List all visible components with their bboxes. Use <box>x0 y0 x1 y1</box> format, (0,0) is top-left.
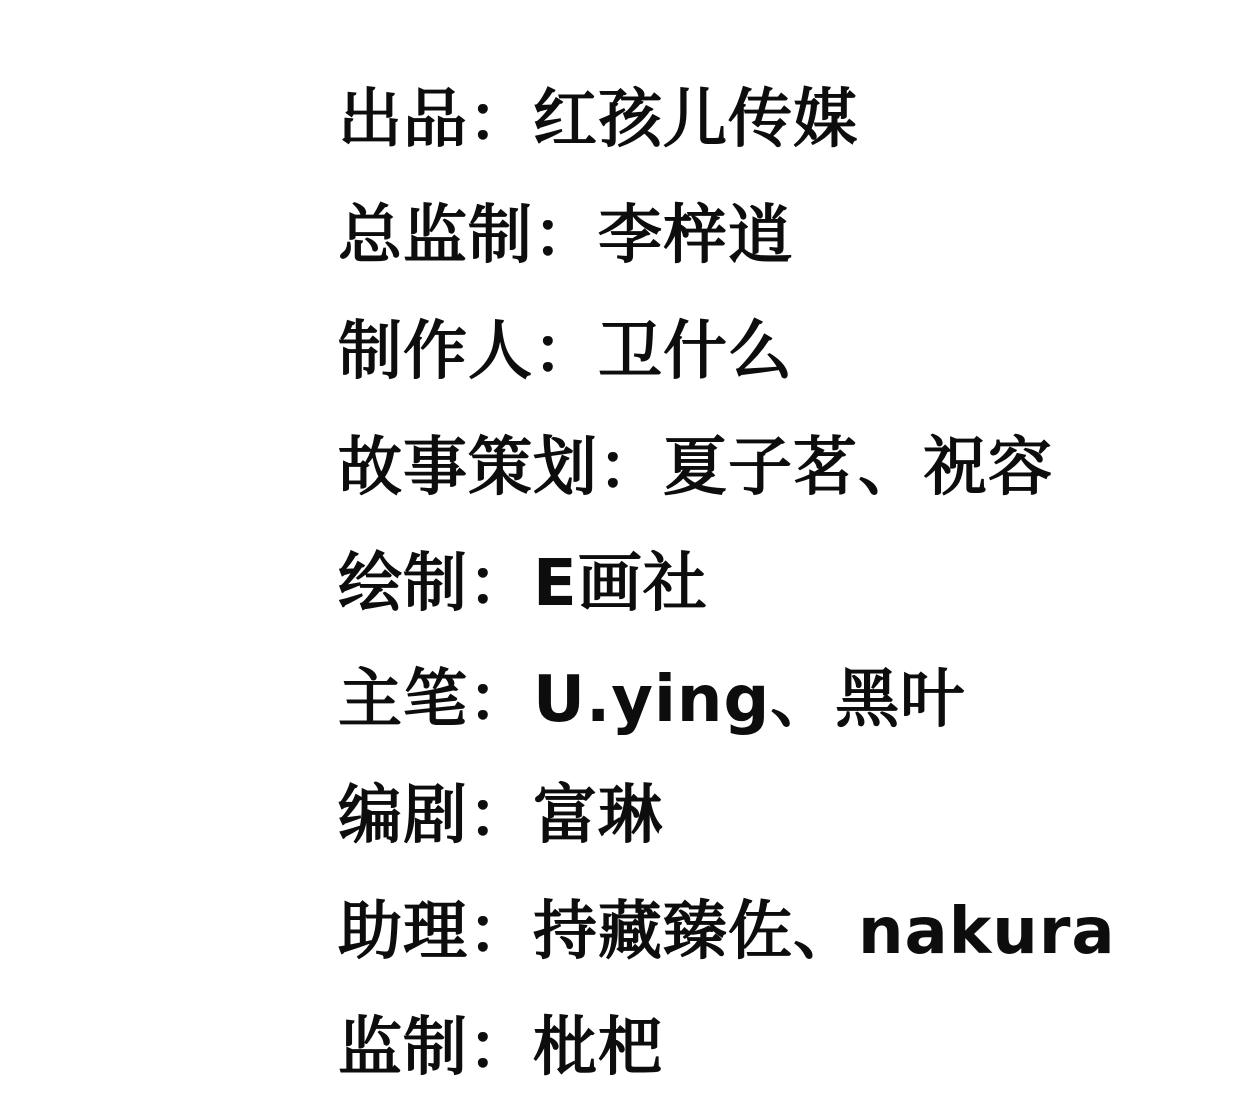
credit-line-lead-artist: 主笔：U.ying、黑叶 <box>338 663 966 737</box>
credit-line-art-studio: 绘制：E画社 <box>338 547 708 621</box>
credit-line-supervisor: 监制：枇杷 <box>338 1011 663 1085</box>
credit-line-story-planning: 故事策划：夏子茗、祝容 <box>338 431 1053 505</box>
credit-line-producer: 制作人：卫什么 <box>338 315 793 389</box>
credit-line-scriptwriter: 编剧：富琳 <box>338 779 663 853</box>
credits-list <box>338 62 1116 1106</box>
credit-line-assistants: 助理：持藏臻佐、nakura <box>338 895 1116 969</box>
credit-line-chief-supervisor: 总监制：李梓逍 <box>338 199 793 273</box>
credit-line-producer-company: 出品：红孩儿传媒 <box>338 83 858 157</box>
